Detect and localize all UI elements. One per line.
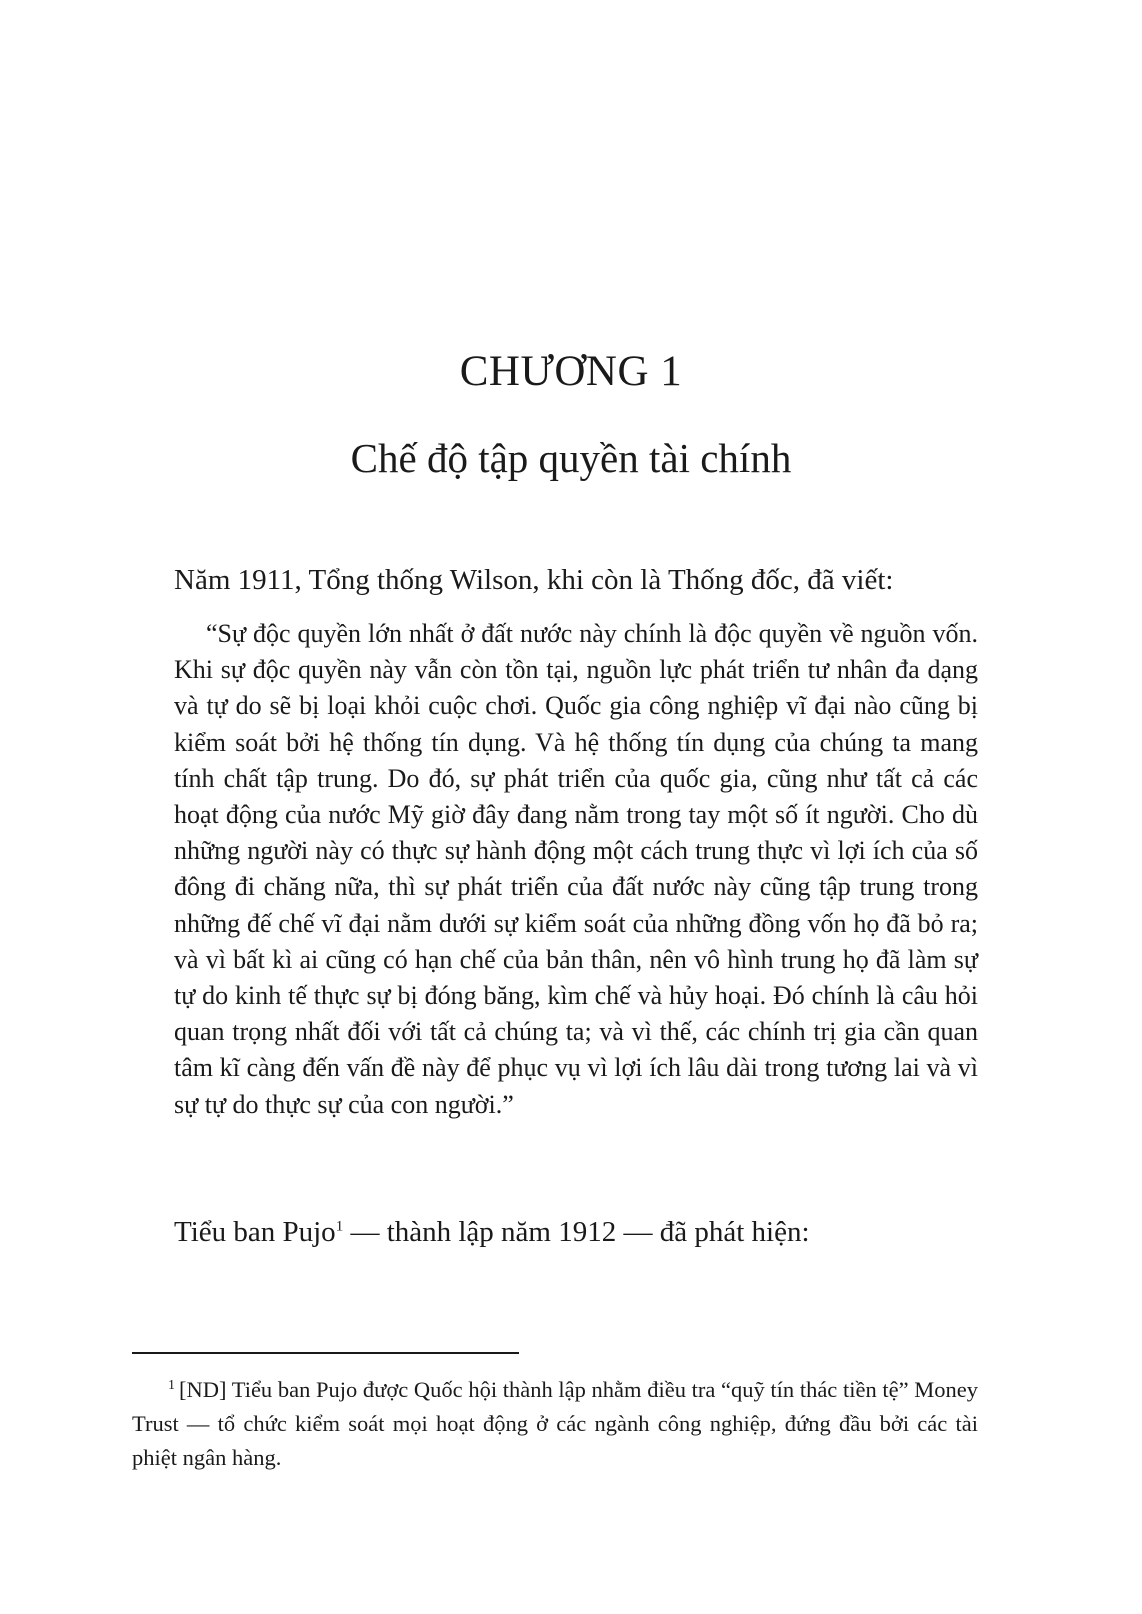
pujo-sentence-end: — thành lập năm 1912 — đã phát hiện: (343, 1216, 810, 1248)
footnote-reference[interactable]: 1 (335, 1218, 344, 1235)
wilson-quote: “Sự độc quyền lớn nhất ở đất nước này chính là độc quyền về nguồn vốn. Khi sự độc quyền này vẫn còn tồn tại, nguồn lực phát triển tư nhân đa dạng và tự do sẽ bị loại khỏi cuộc chơi. Quốc gia công nghiệp vĩ đại nào cũng bị kiểm soát bởi hệ thống tín dụng. Và hệ thống tín dụng của chúng ta mang tính chất tập trung. Do đó, sự phát triển của quốc gia, cũng như tất cả các hoạt động của nước Mỹ giờ đây đang nằm trong tay một số ít người. Cho dù những người này có thực sự hành động một cách trung thực vì lợi ích của số đông đi chăng nữa, thì sự phát triển của đất nước này cũng tập trung trong những đế chế vĩ đại nằm dưới sự kiểm soát của những đồng vốn họ đã bỏ ra; và vì bất kì ai cũng có hạn chế của bản thân, nên vô hình trung họ đã làm sự tự do kinh tế thực sự bị đóng băng, kìm chế và hủy hoại. Đó chính là câu hỏi quan trọng nhất đối với tất cả chúng ta; và vì thế, các chính trị gia cần quan tâm kĩ càng đến vấn đề này để phục vụ vì lợi ích lâu dài trong tương lai và vì sự tự do thực sự của con người.” (174, 619, 978, 1119)
intro-sentence: Năm 1911, Tổng thống Wilson, khi còn là Thống đốc, đã viết: (174, 564, 894, 596)
footnote (132, 1373, 978, 1475)
chapter-number: CHƯƠNG 1 (459, 348, 683, 395)
footnote-text: [ND] Tiểu ban Pujo được Quốc hội thành lập nhằm điều tra “quỹ tín thác tiền tệ” Money Trust — tổ chức kiểm soát mọi hoạt động ở các ngành công nghiệp, đứng đầu bởi các tài phiệt ngân hàng. (132, 1377, 978, 1470)
pujo-sentence (174, 1212, 1004, 1252)
pujo-sentence-start: Tiểu ban Pujo (174, 1216, 336, 1248)
footnote-number: 1 (168, 1377, 175, 1393)
chapter-title: Chế độ tập quyền tài chính (350, 435, 792, 481)
footnote-divider (132, 1352, 519, 1354)
